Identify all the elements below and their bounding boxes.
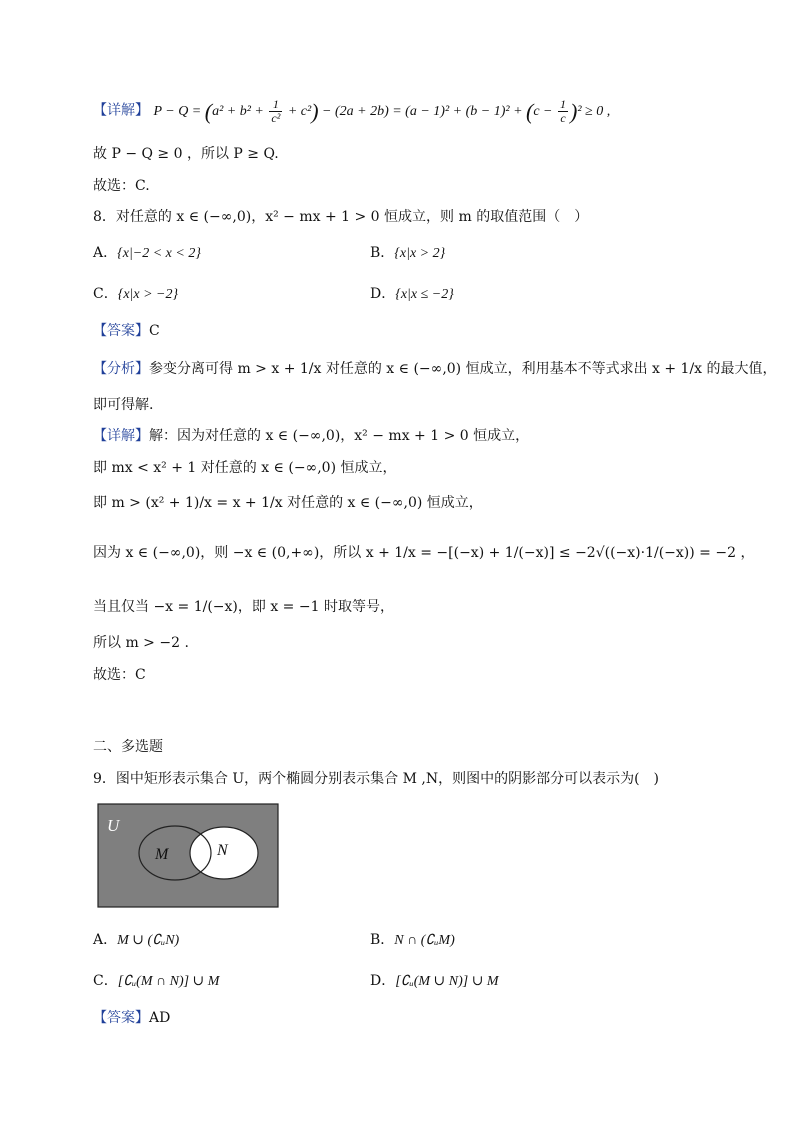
- q8-analysis-2: 即可得解.: [93, 397, 154, 413]
- venn-diagram: [97, 803, 279, 908]
- detail-equation: P − Q = (a² + b² + $\frac{1}{\text{c²}}$ + c²) − (2a + 2b) = (a − 1)² + (b − 1)² + (c − $\frac{1}{c}$ )² ≥ 0 ,: [153, 97, 611, 125]
- q9-option-d: D．[∁ᵤ(M ∪ N)] ∪ M: [370, 973, 499, 989]
- q9-option-b: B．N ∩ (∁ᵤM): [370, 932, 455, 948]
- therefore-line: 故 P − Q ≥ 0 ，所以 P ≥ Q.: [93, 146, 279, 162]
- q8-detail-6: 所以 m > −2 .: [93, 635, 189, 651]
- q8-detail-4: 因为 x ∈ (−∞,0)，则 −x ∈ (0,+∞)，所以 x + 1/x = −[(−x) + 1/(−x)] ≤ −2√((−x)·1/(−x)) = −2 ，: [93, 545, 755, 561]
- q9-stem: 9．图中矩形表示集合 U，两个椭圆分别表示集合 M ,N，则图中的阴影部分可以表示为( ): [93, 771, 660, 787]
- venn-label-m: M: [155, 846, 169, 863]
- section-heading: 二、多选题: [93, 739, 163, 755]
- q8-detail-2: 即 mx < x² + 1 对任意的 x ∈ (−∞,0) 恒成立，: [93, 460, 397, 476]
- venn-label-u: U: [107, 816, 120, 835]
- answer-choice-line: 故选：C.: [93, 178, 150, 194]
- detail-tag: 【详解】: [93, 102, 149, 119]
- q8-detail-1: 【详解】解：因为对任意的 x ∈ (−∞,0)，x² − mx + 1 > 0 恒成立，: [93, 428, 530, 444]
- q8-option-b: B．{x|x > 2}: [370, 245, 446, 261]
- q8-stem: 8．对任意的 x ∈ (−∞,0)，x² − mx + 1 > 0 恒成立，则 m 的取值范围（ ）: [93, 209, 589, 225]
- q8-option-d: D．{x|x ≤ −2}: [370, 286, 454, 302]
- q8-option-c: C．{x|x > −2}: [93, 286, 179, 302]
- q8-answer: 【答案】C: [93, 323, 160, 339]
- q8-detail-5: 当且仅当 −x = 1/(−x)，即 x = −1 时取等号，: [93, 599, 394, 615]
- q8-option-a: A．{x|−2 < x < 2}: [93, 245, 201, 261]
- detail-line-1: [93, 98, 610, 125]
- q9-answer: 【答案】AD: [93, 1010, 171, 1026]
- q8-analysis-1: 【分析】参变分离可得 m > x + 1/x 对任意的 x ∈ (−∞,0) 恒成立，利用基本不等式求出 x + 1/x 的最大值，: [93, 361, 777, 377]
- q8-detail-3: 即 m > (x² + 1)/x = x + 1/x 对任意的 x ∈ (−∞,0) 恒成立，: [93, 495, 483, 511]
- q9-option-a: A．M ∪ (∁ᵤN): [93, 932, 180, 948]
- q9-option-c: C．[∁ᵤ(M ∩ N)] ∪ M: [93, 973, 220, 989]
- venn-label-n: N: [217, 842, 228, 859]
- q8-detail-7: 故选：C: [93, 667, 146, 683]
